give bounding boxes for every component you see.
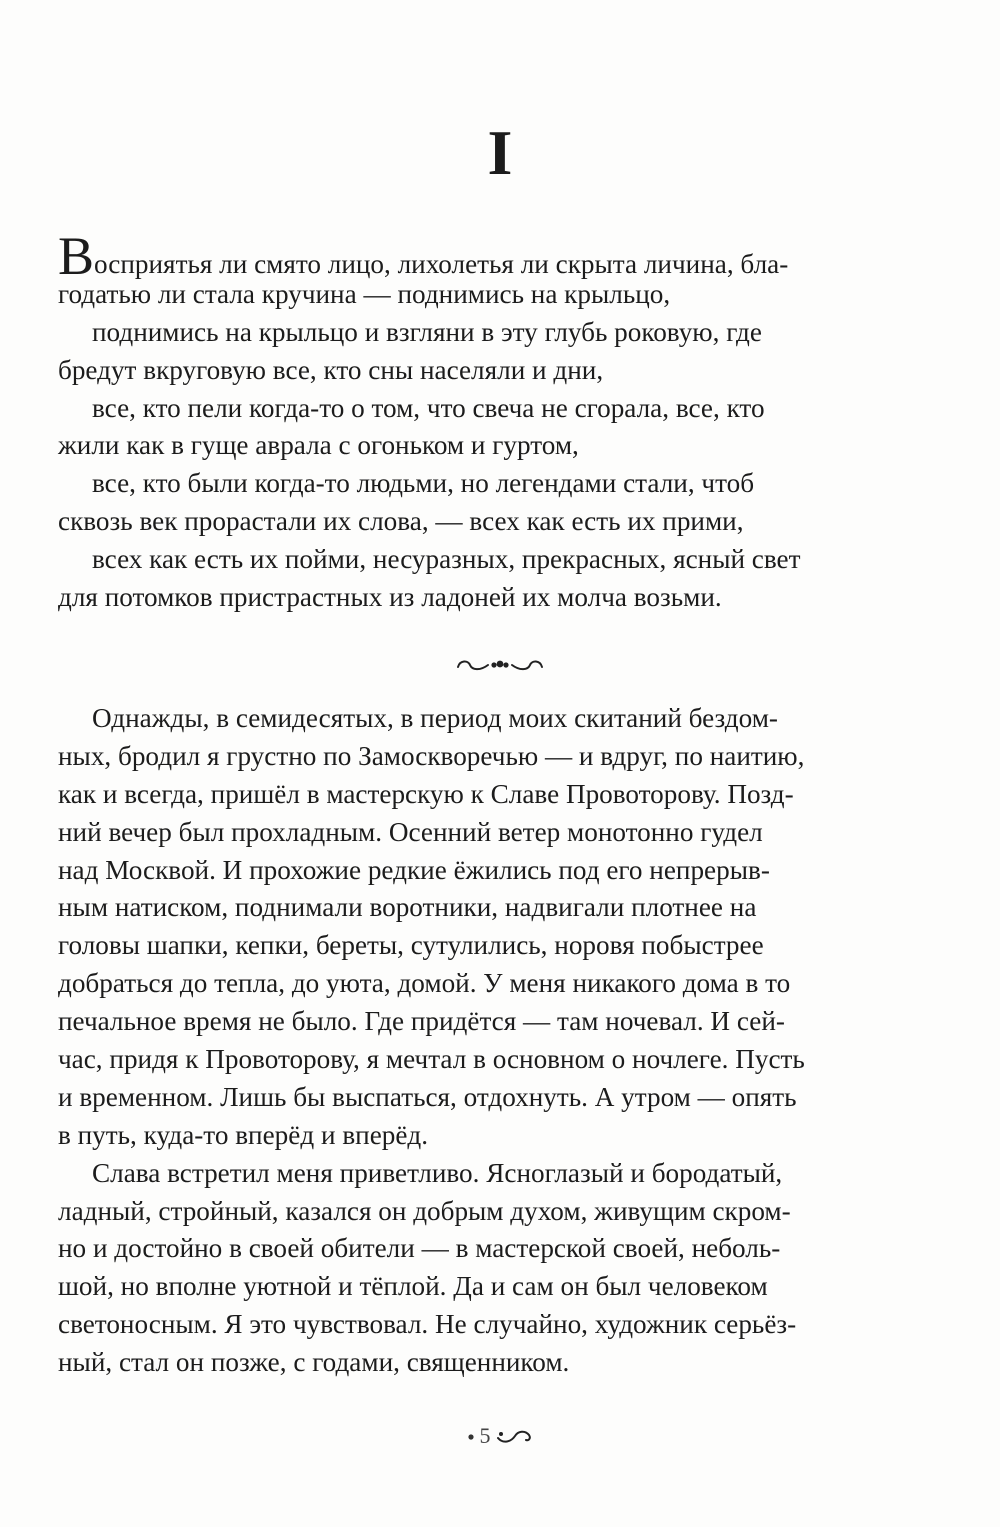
poem-line: все, кто пели когда-то о том, что свеча не сгорала, все, кто: [92, 392, 765, 423]
poem-line: всех как есть их пойми, несуразных, прекрасных, ясный свет: [92, 544, 801, 575]
paragraph-line: в путь, куда-то вперёд и вперёд.: [58, 1119, 429, 1150]
chapter-heading: I: [487, 117, 513, 188]
poem-line: для потомков пристрастных из ладоней их молча возьми.: [58, 582, 722, 613]
poem-line: поднимись на крыльцо и взгляни в эту глубь роковую, где: [92, 316, 762, 347]
paragraph-line: светоносным. Я это чувствовал. Не случайно, художник серьёз-: [58, 1309, 797, 1340]
paragraph-line: но и достойно в своей обители — в мастерской своей, неболь-: [58, 1233, 781, 1264]
paragraph-line: над Москвой. И прохожие редкие ёжились под его непрерыв-: [58, 854, 770, 885]
paragraph-line: ным натиском, поднимали воротники, надвигали плотнее на: [58, 892, 757, 923]
paragraph-line: Слава встретил меня приветливо. Ясноглазый и бородатый,: [92, 1157, 783, 1188]
poem-line: все, кто были когда-то людьми, но легендами стали, чтоб: [92, 468, 755, 499]
poem-line: [58, 226, 860, 286]
poem-line: годатью ли стала кручина — поднимись на крыльцо,: [58, 278, 671, 309]
paragraph-line: как и всегда, пришёл в мастерскую к Славе Провоторову. Позд-: [58, 778, 794, 809]
paragraph-line: шой, но вполне уютной и тёплой. Да и сам он был человеком: [58, 1271, 768, 1302]
poem-line-text: осприятья ли смято лицо, лихолетья ли скрыта личина, бла-: [94, 249, 789, 279]
page-number: 5: [479, 1423, 491, 1448]
paragraph-line: Однажды, в семидесятых, в период моих скитаний бездом-: [92, 703, 778, 733]
section-ornament: [0, 652, 1000, 676]
paragraph-line: ных, бродил я грустно по Замоскворечью — и вдруг, по наитию,: [58, 740, 805, 771]
paragraph-line: и временном. Лишь бы выспаться, отдохнуть. А утром — опять: [58, 1081, 797, 1112]
decorative-swash-icon: [454, 652, 546, 676]
prose-body: [58, 700, 860, 1382]
paragraph-line: час, придя к Провоторову, я мечтал в основном о ночлеге. Пусть: [58, 1044, 805, 1075]
drop-cap: В: [58, 226, 95, 286]
paragraph-line: печальное время не было. Где придётся — там ночевал. И сей-: [58, 1006, 785, 1037]
poem-line: жили как в гуще аврала с огоньком и гуртом,: [58, 430, 579, 461]
dot-icon: [466, 1431, 476, 1441]
paragraph-line: ладный, стройный, казался он добрым духом, живущим скром-: [58, 1195, 791, 1226]
paragraph-line: ный, стал он позже, с годами, священником.: [58, 1347, 570, 1378]
paragraph-line: ний вечер был прохладным. Осенний ветер монотонно гудел: [58, 816, 763, 847]
paragraph-line: головы шапки, кепки, береты, сутулились, норовя побыстрее: [58, 930, 764, 961]
poem-line: бредут вкруговую все, кто сны населяли и дни,: [58, 354, 604, 385]
poem-line: сквозь век прорастали их слова, — всех как есть их прими,: [58, 506, 744, 537]
epigraph-poem: [58, 226, 860, 617]
page-footer: [0, 1424, 1000, 1448]
paragraph-line: добраться до тепла, до уюта, домой. У меня никакого дома в то: [58, 968, 791, 999]
page-flourish-icon: [495, 1426, 535, 1446]
